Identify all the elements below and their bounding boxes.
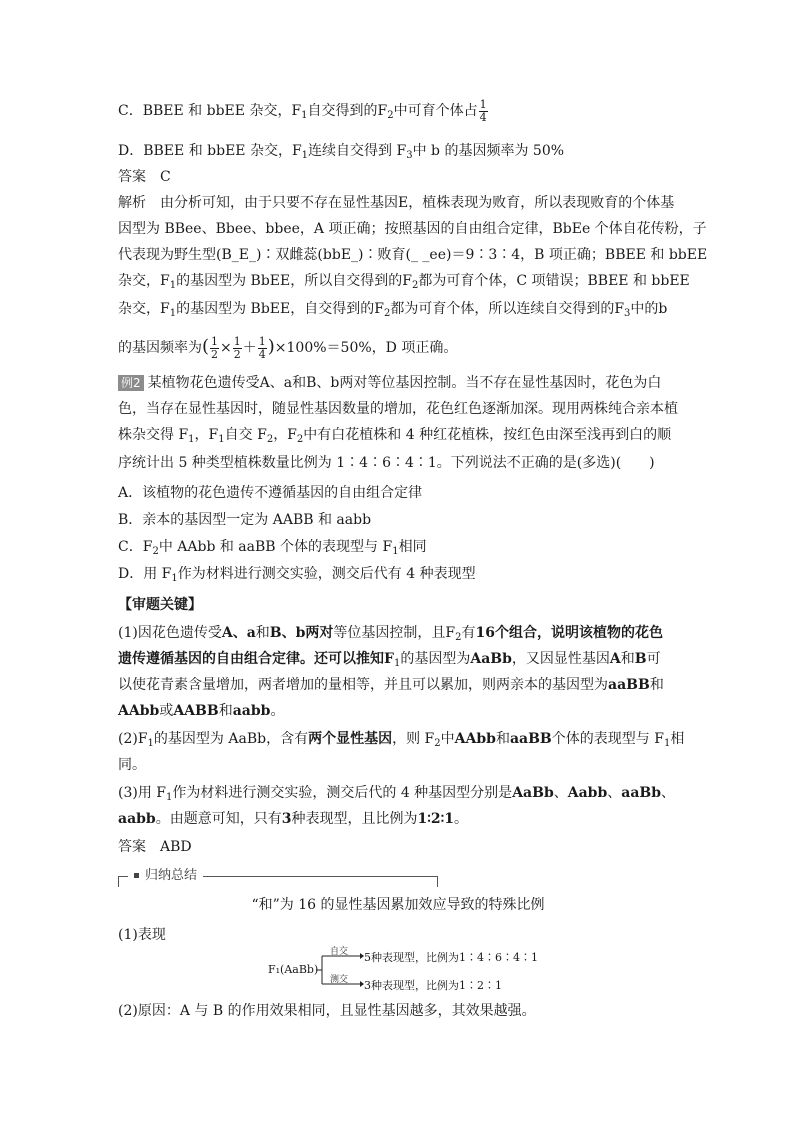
key-p1-line-4: AAbb或AABB和aabb。 <box>118 703 285 719</box>
example2-line-3: 株杂交得 $F_1$，$F_1$自交 $F_2$，$F_2$中有白花植株和 4 种红花植株，按红色由深至浅再到白的顺 <box>118 427 672 445</box>
summary-section-1: (1)表现 <box>118 927 166 943</box>
example2-option-d: D．用 $F_1$作为材料进行测交实验，测交后代有 4 种表现型 <box>118 566 476 584</box>
testcross-label: 测交 <box>330 975 349 985</box>
fraction: $\frac{1}{4}$ <box>479 97 487 124</box>
analysis-line-3: 代表现为野生型(B_E_)∶双雌蕊(bbE_)∶败育(_ _ee)＝9∶3∶4，B 项正确；BBEE 和 bbEE <box>118 247 708 263</box>
summary-section-2: (2)原因：A 与 B 的作用效果相同，且显性基因越多，其效果越强。 <box>118 1003 536 1019</box>
analysis-line-6: 的基因频率为( $\frac{1}{2}$ × $\frac{1}{2}$ ＋ $\frac{1}{4}$ )×100%＝50%，D 项正确。 <box>118 334 458 361</box>
answer-1: 答案 C <box>118 169 171 185</box>
option-d-top: D．BBEE 和 bbEE 杂交，$F_1$连续自交得到 $F_3$中 b 的基因频率为 50% <box>118 143 565 161</box>
summary-box-header: 归纳总结 <box>118 866 436 886</box>
summary-title: “和”为 16 的显性基因累加效应导致的特殊比例 <box>251 897 545 913</box>
example-tag: 例2 <box>118 375 144 391</box>
key-p1-line-3: 以使花青素含量增加，两者增加的量相等，并且可以累加，则两亲本的基因型为aaBB和 <box>118 677 664 693</box>
key-p2-line-2: 同。 <box>118 757 146 773</box>
example2-line-1: 例2 某植物花色遗传受A、a和B、b两对等位基因控制。当不存在显性基因时，花色为白 <box>118 370 678 396</box>
diagram-root: F₁(AaBb) <box>268 963 319 976</box>
analysis-line-5: 杂交，$F_1$的基因型为 BbEE，自交得到的$F_2$都为可育个体，所以连续自交得到的$F_3$中的b <box>118 301 668 319</box>
example2-option-b: B．亲本的基因型一定为 AABB 和 aabb <box>118 512 372 528</box>
selfing-label: 自交 <box>330 947 349 957</box>
analysis-line-4: 杂交，$F_1$的基因型为 BbEE，所以自交得到的$F_2$都为可育个体，C 项错误；BBEE 和 bbEE <box>118 273 690 291</box>
key-p2-line-1: $(2)F_1$的基因型为 AaBb，含有两个显性基因，则 $F_2$中AAbb和aaBB个体的表现型与 $F_1$相 <box>118 731 685 749</box>
example2-line-4: 序统计出 5 种类型植株数量比例为 1∶4∶6∶4∶1。下列说法不正确的是(多选)( ) <box>118 455 655 471</box>
key-p1-line-1: (1)因花色遗传受A、a和B、b两对等位基因控制，且$F_2$有16个组合，说明该植物的花色 <box>118 625 663 643</box>
option-c-top: C．BBEE 和 bbEE 杂交，$F_1$自交得到的$F_2$中可育个体占 $\frac{1}{4}$ <box>118 97 487 124</box>
testcross-result: 3种表现型，比例为1∶2∶1 <box>364 979 502 992</box>
analysis-line-1: 解析 由分析可知，由于只要不存在显性基因E，植株表现为败育，所以表现败育的个体基 <box>118 195 675 211</box>
answer-2: 答案 ABD <box>118 839 192 855</box>
example2-line-2: 色，当存在显性基因时，随显性基因数量的增加，花色红色逐渐加深。现用两株纯合亲本植 <box>118 401 678 417</box>
key-p1-line-2: 遗传遵循基因的自由组合定律。还可以推知$F_1$的基因型为AaBb，又因显性基因A和B可 <box>118 651 661 669</box>
example2-option-a: A．该植物的花色遗传不遵循基因的自由组合定律 <box>118 485 423 501</box>
example2-option-c: C．$F_2$中 AAbb 和 aaBB 个体的表现型与 $F_1$相同 <box>118 539 427 557</box>
key-heading: 【审题关键】 <box>118 597 202 613</box>
key-p3-line-1: (3)用 $F_1$作为材料进行测交实验，测交后代的 4 种基因型分别是AaBb、Aabb、aaBb、 <box>118 785 676 803</box>
cross-diagram <box>268 944 568 996</box>
analysis-line-2: 因型为 BBee、Bbee、bbee，A 项正确；按照基因的自由组合定律，BbEe 个体自花传粉，子 <box>118 221 707 237</box>
selfing-result: 5种表现型，比例为1∶4∶6∶4∶1 <box>364 951 538 964</box>
key-p3-line-2: aabb。由题意可知，只有3种表现型，且比例为1∶2∶1。 <box>118 811 468 827</box>
bullet-icon <box>134 873 139 878</box>
